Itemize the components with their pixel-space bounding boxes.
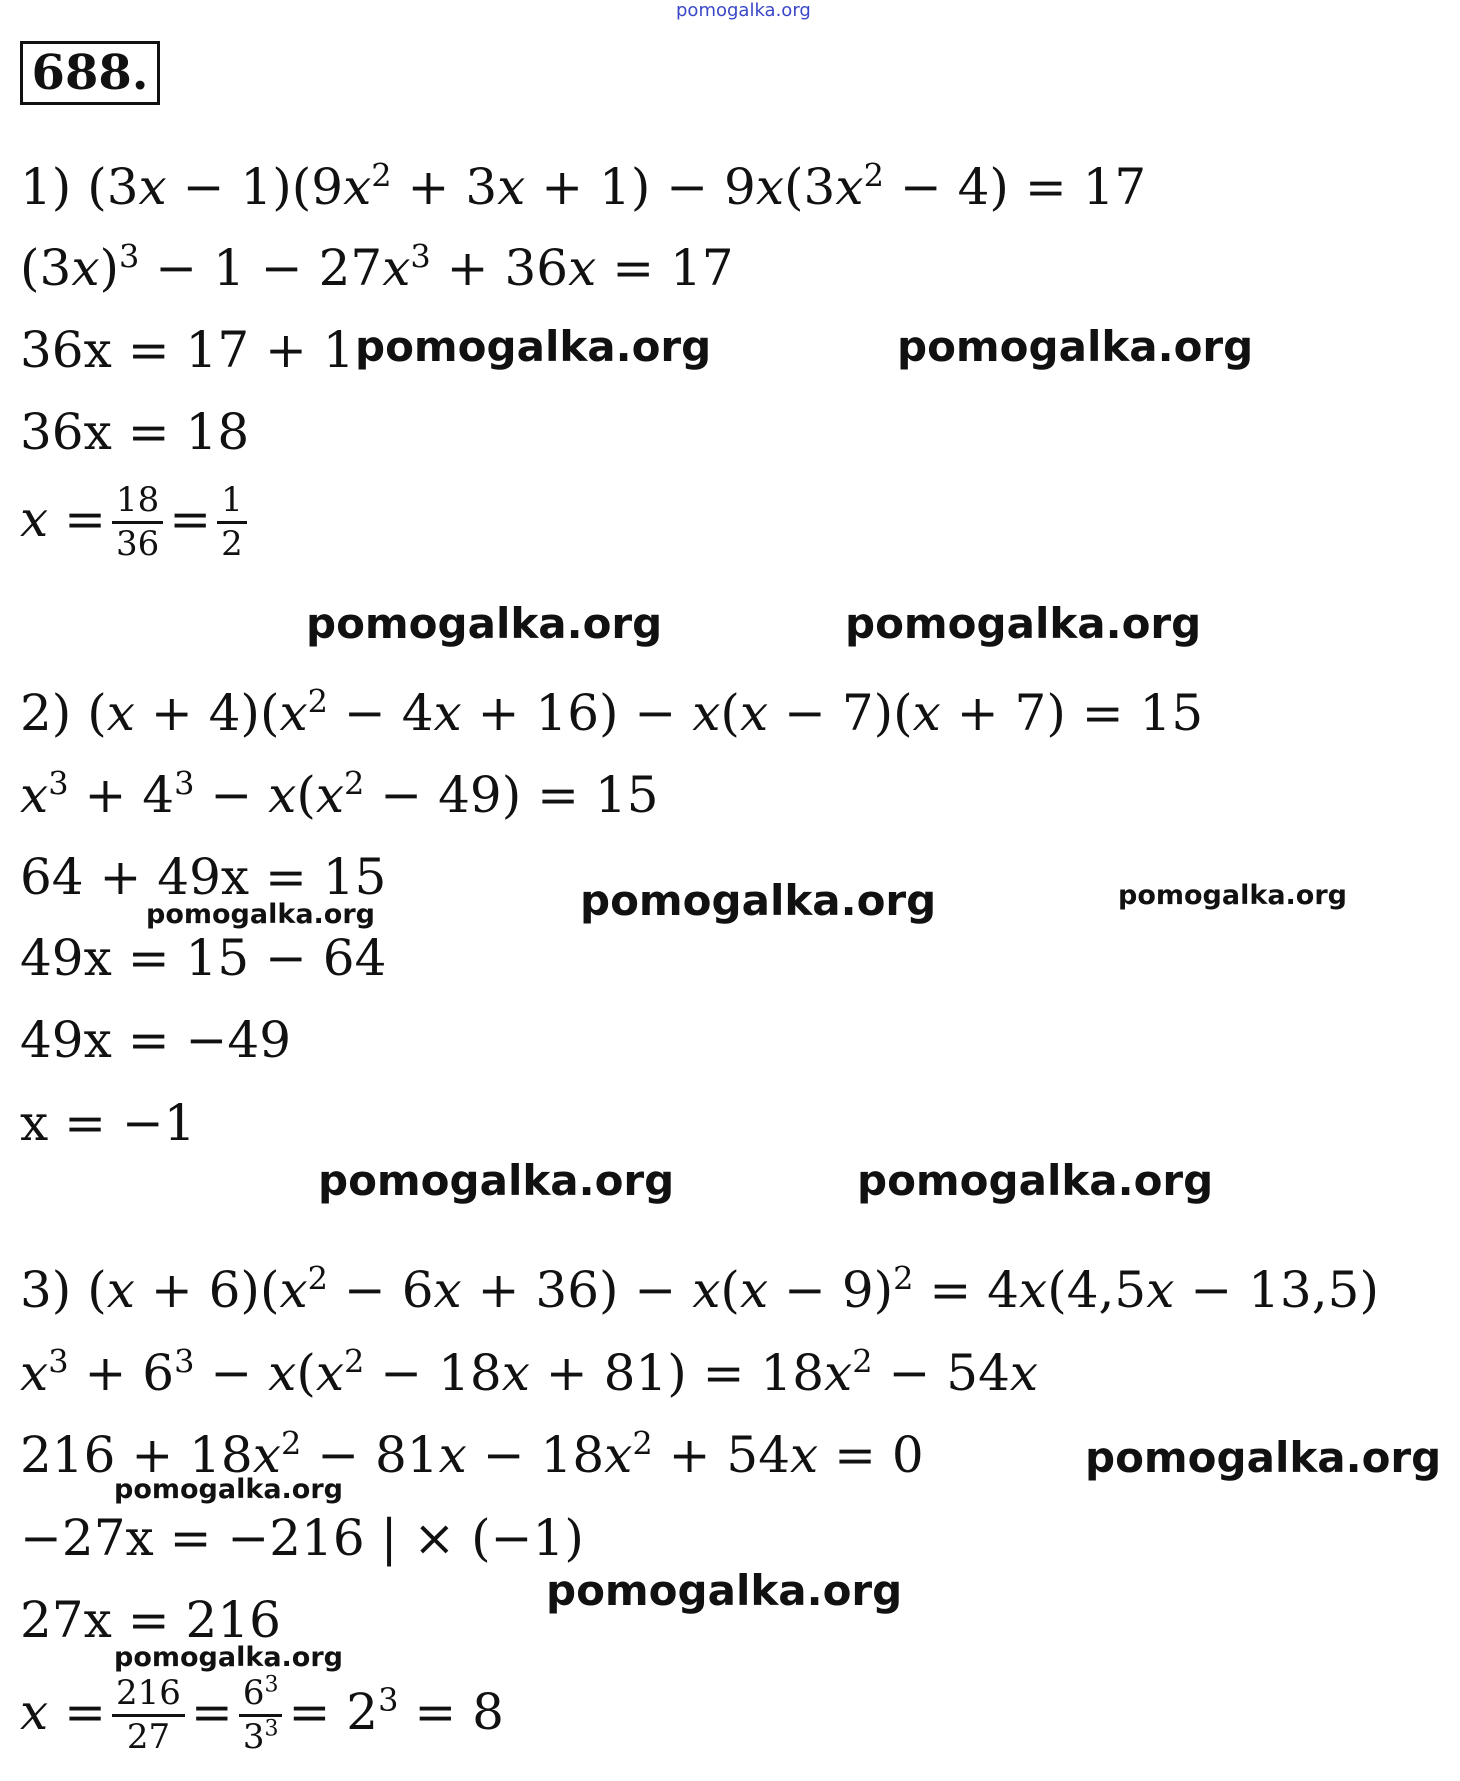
part2-line2: $x^3 + 4^3 - x(x^2 - 49) = 15$	[20, 764, 659, 824]
part2-line1: 2) $(x + 4)(x^2 - 4x + 16) - x(x - 7)(x + 7) = 15$	[20, 682, 1204, 742]
watermark: pomogalka.org	[1118, 880, 1347, 911]
part1-line5: x = $\frac{18}{36}$ = $\frac{1}{2}$	[20, 482, 253, 564]
fraction: $\frac{6^3}{3^3}$	[239, 1675, 283, 1757]
watermark: pomogalka.org	[857, 1156, 1214, 1205]
watermark: pomogalka.org	[1085, 1433, 1442, 1482]
part2-line3: 64 + 49x = 15	[20, 848, 387, 906]
part2-label: 2)	[20, 684, 88, 742]
part3-label: 3)	[20, 1261, 88, 1319]
watermark: pomogalka.org	[845, 599, 1202, 648]
part3-line4: −27x = −216 | × (−1)	[20, 1509, 584, 1567]
part3-line1: 3) $(x + 6)(x^2 - 6x + 36) - x(x - 9)^2 = 4x(4,5x - 13,5)$	[20, 1259, 1379, 1319]
part3-line6: x = $\frac{216}{27}$ = $\frac{6^3}{3^3}$ = $2^3 = 8$	[20, 1672, 504, 1758]
part2-line2-rhs: = 15	[521, 766, 659, 824]
watermark: pomogalka.org	[114, 1474, 343, 1505]
part3-line2: $x^3 + 6^3 - x(x^2 - 18x + 81) = 18x^2 - 54x$	[20, 1342, 1039, 1402]
fraction: $\frac{1}{2}$	[217, 482, 247, 564]
watermark: pomogalka.org	[114, 1642, 343, 1673]
fraction: $\frac{18}{36}$	[112, 482, 163, 564]
part1-line2: $(3x)^3 - 1 - 27x^3 + 36x = 17$	[20, 237, 734, 297]
watermark: pomogalka.org	[546, 1566, 903, 1615]
part1-line2-rhs: = 17	[596, 239, 734, 297]
watermark: pomogalka.org	[355, 322, 712, 371]
watermark: pomogalka.org	[306, 599, 663, 648]
watermark: pomogalka.org	[897, 322, 1254, 371]
part3-line6-result: = 8	[398, 1682, 504, 1741]
part3-line5: 27x = 216	[20, 1591, 281, 1649]
part1-line3: 36x = 17 + 1	[20, 321, 355, 379]
site-watermark-top: pomogalka.org	[676, 0, 811, 21]
watermark: pomogalka.org	[146, 899, 375, 930]
part1-line1: 1) $(3x - 1)(9x^2 + 3x + 1) - 9x(3x^2 - 4) = 17$	[20, 156, 1147, 216]
part2-line5: 49x = −49	[20, 1011, 292, 1069]
part1-label: 1)	[20, 158, 88, 216]
fraction: $\frac{216}{27}$	[112, 1675, 185, 1757]
part1-line4: 36x = 18	[20, 403, 250, 461]
watermark: pomogalka.org	[580, 876, 937, 925]
part1-line1-rhs: = 17	[1008, 158, 1147, 216]
problem-number: 688.	[20, 41, 160, 105]
part3-line3: $216 + 18x^2 - 81x - 18x^2 + 54x = 0$	[20, 1424, 924, 1484]
part2-line6: x = −1	[20, 1094, 196, 1152]
watermark: pomogalka.org	[318, 1156, 675, 1205]
part2-line4: 49x = 15 − 64	[20, 929, 387, 987]
part2-line1-rhs: = 15	[1065, 684, 1204, 742]
